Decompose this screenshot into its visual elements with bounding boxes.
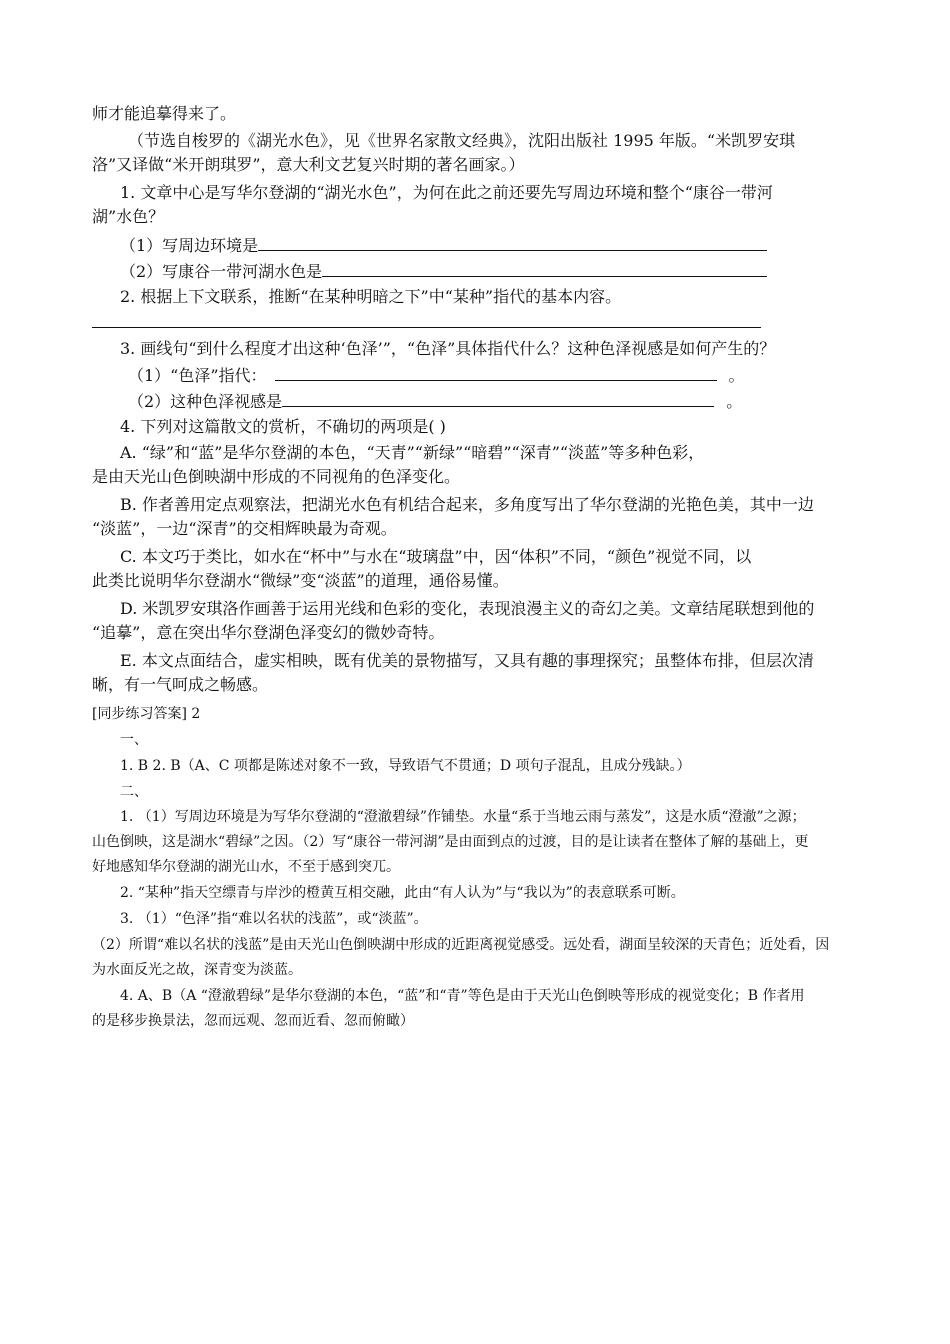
answer-blank-2[interactable] (92, 327, 761, 328)
question-1-a (120, 235, 767, 256)
answer-3-line-2: （2）所谓“难以名状的浅蓝”是由天光山色倒映湖中形成的近距离视觉感受。远处看，湖面呈较深的天青色；近处看，因 (92, 937, 830, 953)
source-note-line-1: （节选自梭罗的《湖光水色》，见《世界名家散文经典》，沈阳出版社 1995 年版。“米凯罗安琪 (128, 131, 796, 150)
answer-1-line-3: 好地感知华尔登湖的湖光山水，不至于感到突兀。 (92, 859, 400, 875)
option-a-line-2: 是由天光山色倒映湖中形成的不同视角的色泽变化。 (92, 467, 461, 486)
option-b-line-1: B. 作者善用定点观察法，把湖光水色有机结合起来，多角度写出了华尔登湖的光艳色美，其中一边 (120, 495, 814, 514)
question-3-a-end: 。 (728, 366, 745, 385)
question-1-line-2: 湖”水色？ (92, 207, 165, 226)
answer-blank-1a[interactable] (258, 235, 767, 251)
option-a-line-1: A. “绿”和“蓝”是华尔登湖的本色，“天青”“新绿”“暗碧”“深青”“淡蓝”等多种色彩， (120, 443, 705, 462)
passage-end: 师才能追摹得来了。 (92, 104, 237, 123)
source-note-line-2: 洛”又译做“米开朗琪罗”，意大利文艺复兴时期的著名画家。） (92, 155, 525, 174)
answers-section-2: 二、 (120, 784, 148, 800)
answer-4-line-2: 的是移步换景法，忽而远观、忽而近看、忽而俯瞰） (92, 1013, 414, 1029)
option-b-line-2: “淡蓝”，一边“深青”的交相辉映最为奇观。 (92, 519, 397, 538)
option-e-line-1: E. 本文点面结合，虚实相映，既有优美的景物描写，又具有趣的事理探究；虽整体布排，但层次清 (120, 651, 814, 670)
option-c-line-1: C. 本文巧于类比，如水在“杯中”与水在“玻璃盘”中，因“体积”不同，“颜色”视觉不同，以 (120, 547, 752, 566)
question-3-b (128, 391, 742, 412)
question-3-b-end: 。 (726, 392, 743, 411)
option-d-line-2: “追摹”，意在突出华尔登湖色泽变幻的微妙奇特。 (92, 623, 445, 642)
answer-1-line-1: 1. （1）写周边环境是为写华尔登湖的“澄澈碧绿”作铺垫。水量“系于当地云雨与蒸发”，这是水质“澄澈”之源； (120, 809, 806, 825)
question-1-line-1: 1. 文章中心是写华尔登湖的“湖光水色”，为何在此之前还要先写周边环境和整个“康谷一带河 (120, 183, 773, 202)
answer-4-line-1: 4. A、B（A “澄澈碧绿”是华尔登湖的本色，“蓝”和“青”等色是由于天光山色倒映等形成的视觉变化；B 作者用 (120, 988, 805, 1004)
answer-blank-3b[interactable] (282, 391, 714, 407)
answer-1-line-2: 山色倒映，这是湖水“碧绿”之因。（2）写“康谷一带河湖”是由面到点的过渡，目的是让读者在整体了解的基础上，更 (92, 834, 809, 850)
option-c-line-2: 此类比说明华尔登湖水“微绿”变“淡蓝”的道理，通俗易懂。 (92, 571, 509, 590)
answers-section-1: 一、 (120, 732, 148, 748)
question-3-b-label: （2）这种色泽视感是 (128, 392, 283, 411)
answer-blank-1b[interactable] (322, 261, 767, 277)
question-4-stem: 4. 下列对这篇散文的赏析，不确切的两项是( ) (120, 417, 446, 436)
answers-title: [同步练习答案] 2 (92, 706, 201, 722)
answer-2: 2. “某种”指天空缥青与岸沙的橙黄互相交融，此由“有人认为”与“我以为”的表意联系可断。 (120, 885, 685, 901)
answer-blank-3a[interactable] (275, 365, 717, 381)
question-1-b (120, 261, 767, 282)
question-2: 2. 根据上下文联系，推断“在某种明暗之下”中“某种”指代的基本内容。 (120, 287, 622, 306)
question-3-stem: 3. 画线句“到什么程度才出这种‘色泽’”，“色泽”具体指代什么？这种色泽视感是如何产生的？ (120, 339, 776, 358)
question-1-a-label: （1）写周边环境是 (120, 236, 259, 255)
question-3-a-label: （1）“色泽”指代： (128, 366, 267, 385)
question-3-a (128, 365, 745, 386)
answers-section-1-content: 1. B 2. B（A、C 项都是陈述对象不一致，导致语气不贯通；D 项句子混乱，且成分残缺。） (120, 758, 691, 774)
answer-3-line-1: 3. （1）“色泽”指“难以名状的浅蓝”，或“淡蓝”。 (120, 911, 428, 927)
question-1-b-label: （2）写康谷一带河湖水色是 (120, 262, 323, 281)
option-d-line-1: D. 米凯罗安琪洛作画善于运用光线和色彩的变化，表现浪漫主义的奇幻之美。文章结尾联想到他的 (120, 599, 815, 618)
option-e-line-2: 晰，有一气呵成之畅感。 (92, 675, 269, 694)
answer-3-line-3: 为水面反光之故，深青变为淡蓝。 (92, 962, 302, 978)
